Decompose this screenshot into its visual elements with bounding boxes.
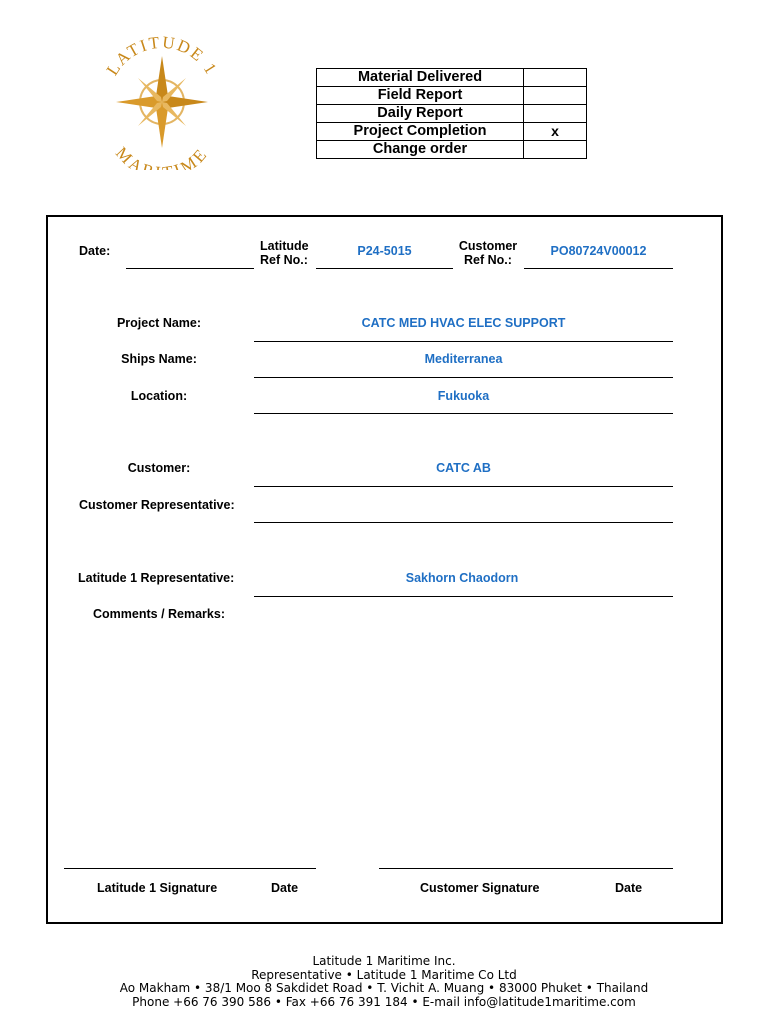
latitude-ref-value[interactable]: P24-5015 (357, 244, 412, 258)
report-type-row (317, 123, 587, 141)
company-logo (96, 30, 226, 170)
report-type-checkbox[interactable] (524, 105, 587, 123)
footer-company: Latitude 1 Maritime Inc. (312, 954, 456, 968)
latitude-signature-line (64, 868, 316, 869)
report-type-checkbox[interactable] (524, 87, 587, 105)
customer-date-label: Date (615, 881, 643, 895)
latitude-ref-label-line1: Latitude (260, 239, 309, 253)
ships-name-value[interactable]: Mediterranea (424, 352, 503, 366)
report-type-label: Project Completion (317, 123, 524, 141)
report-type-label: Change order (317, 141, 524, 159)
report-type-checkbox[interactable] (524, 69, 587, 87)
customer-value[interactable]: CATC AB (436, 461, 491, 475)
report-type-label: Field Report (317, 87, 524, 105)
customer-ref-label-line1: Customer (458, 239, 518, 253)
latitude-rep-value[interactable]: Sakhorn Chaodorn (405, 571, 519, 585)
footer (0, 955, 768, 1009)
footer-representative: Representative • Latitude 1 Maritime Co Ltd (251, 967, 517, 982)
customer-rep-line (254, 522, 673, 523)
project-name-line (254, 341, 673, 342)
location-label: Location: (130, 389, 188, 403)
customer-signature-label: Customer Signature (420, 881, 540, 895)
logo-bottom-text: MA IME (111, 143, 212, 170)
report-type-checkbox[interactable] (524, 141, 587, 159)
date-line (126, 268, 254, 269)
customer-signature-line (379, 868, 673, 869)
latitude-signature-label: Latitude 1 Signature (97, 881, 218, 895)
location-value[interactable]: Fukuoka (437, 389, 490, 403)
report-type-row (317, 87, 587, 105)
customer-ref-label-line2: Ref No.: (464, 253, 512, 267)
ships-name-label: Ships Name: (121, 352, 197, 366)
date-label: Date: (79, 244, 111, 258)
comments-area[interactable] (60, 628, 700, 853)
compass-rose-icon (96, 30, 226, 170)
report-type-row (317, 69, 587, 87)
logo-top-text: LATITUDE 1 (102, 32, 222, 79)
location-line (254, 413, 673, 414)
report-type-label: Material Delivered (317, 69, 524, 87)
comments-label: Comments / Remarks: (93, 607, 225, 621)
customer-ref-line (524, 268, 673, 269)
footer-address: Ao Makham • 38/1 Moo 8 Sakdidet Road • T. Vichit A. Muang • 83000 Phuket • Thailand (119, 981, 649, 995)
report-type-checkbox[interactable]: x (524, 123, 587, 141)
latitude-ref-label-line2: Ref No.: (260, 253, 308, 267)
latitude-rep-line (254, 596, 673, 597)
customer-ref-label (457, 239, 519, 267)
footer-contact: Phone +66 76 390 586 • Fax +66 76 391 184 • E-mail info@latitude1maritime.com (132, 994, 636, 1009)
report-type-table (316, 68, 587, 159)
project-name-label: Project Name: (116, 316, 202, 330)
report-type-label: Daily Report (317, 105, 524, 123)
project-name-value[interactable]: CATC MED HVAC ELEC SUPPORT (361, 316, 566, 330)
report-type-row (317, 141, 587, 159)
latitude-rep-label: Latitude 1 Representative: (78, 571, 235, 585)
customer-label: Customer: (127, 461, 191, 475)
ships-name-line (254, 377, 673, 378)
latitude-ref-line (316, 268, 453, 269)
customer-rep-label: Customer Representative: (79, 498, 235, 512)
latitude-ref-label (260, 239, 309, 267)
latitude-date-label: Date (271, 881, 299, 895)
customer-line (254, 486, 673, 487)
customer-ref-value[interactable]: PO80724V00012 (550, 244, 647, 258)
report-type-row (317, 105, 587, 123)
